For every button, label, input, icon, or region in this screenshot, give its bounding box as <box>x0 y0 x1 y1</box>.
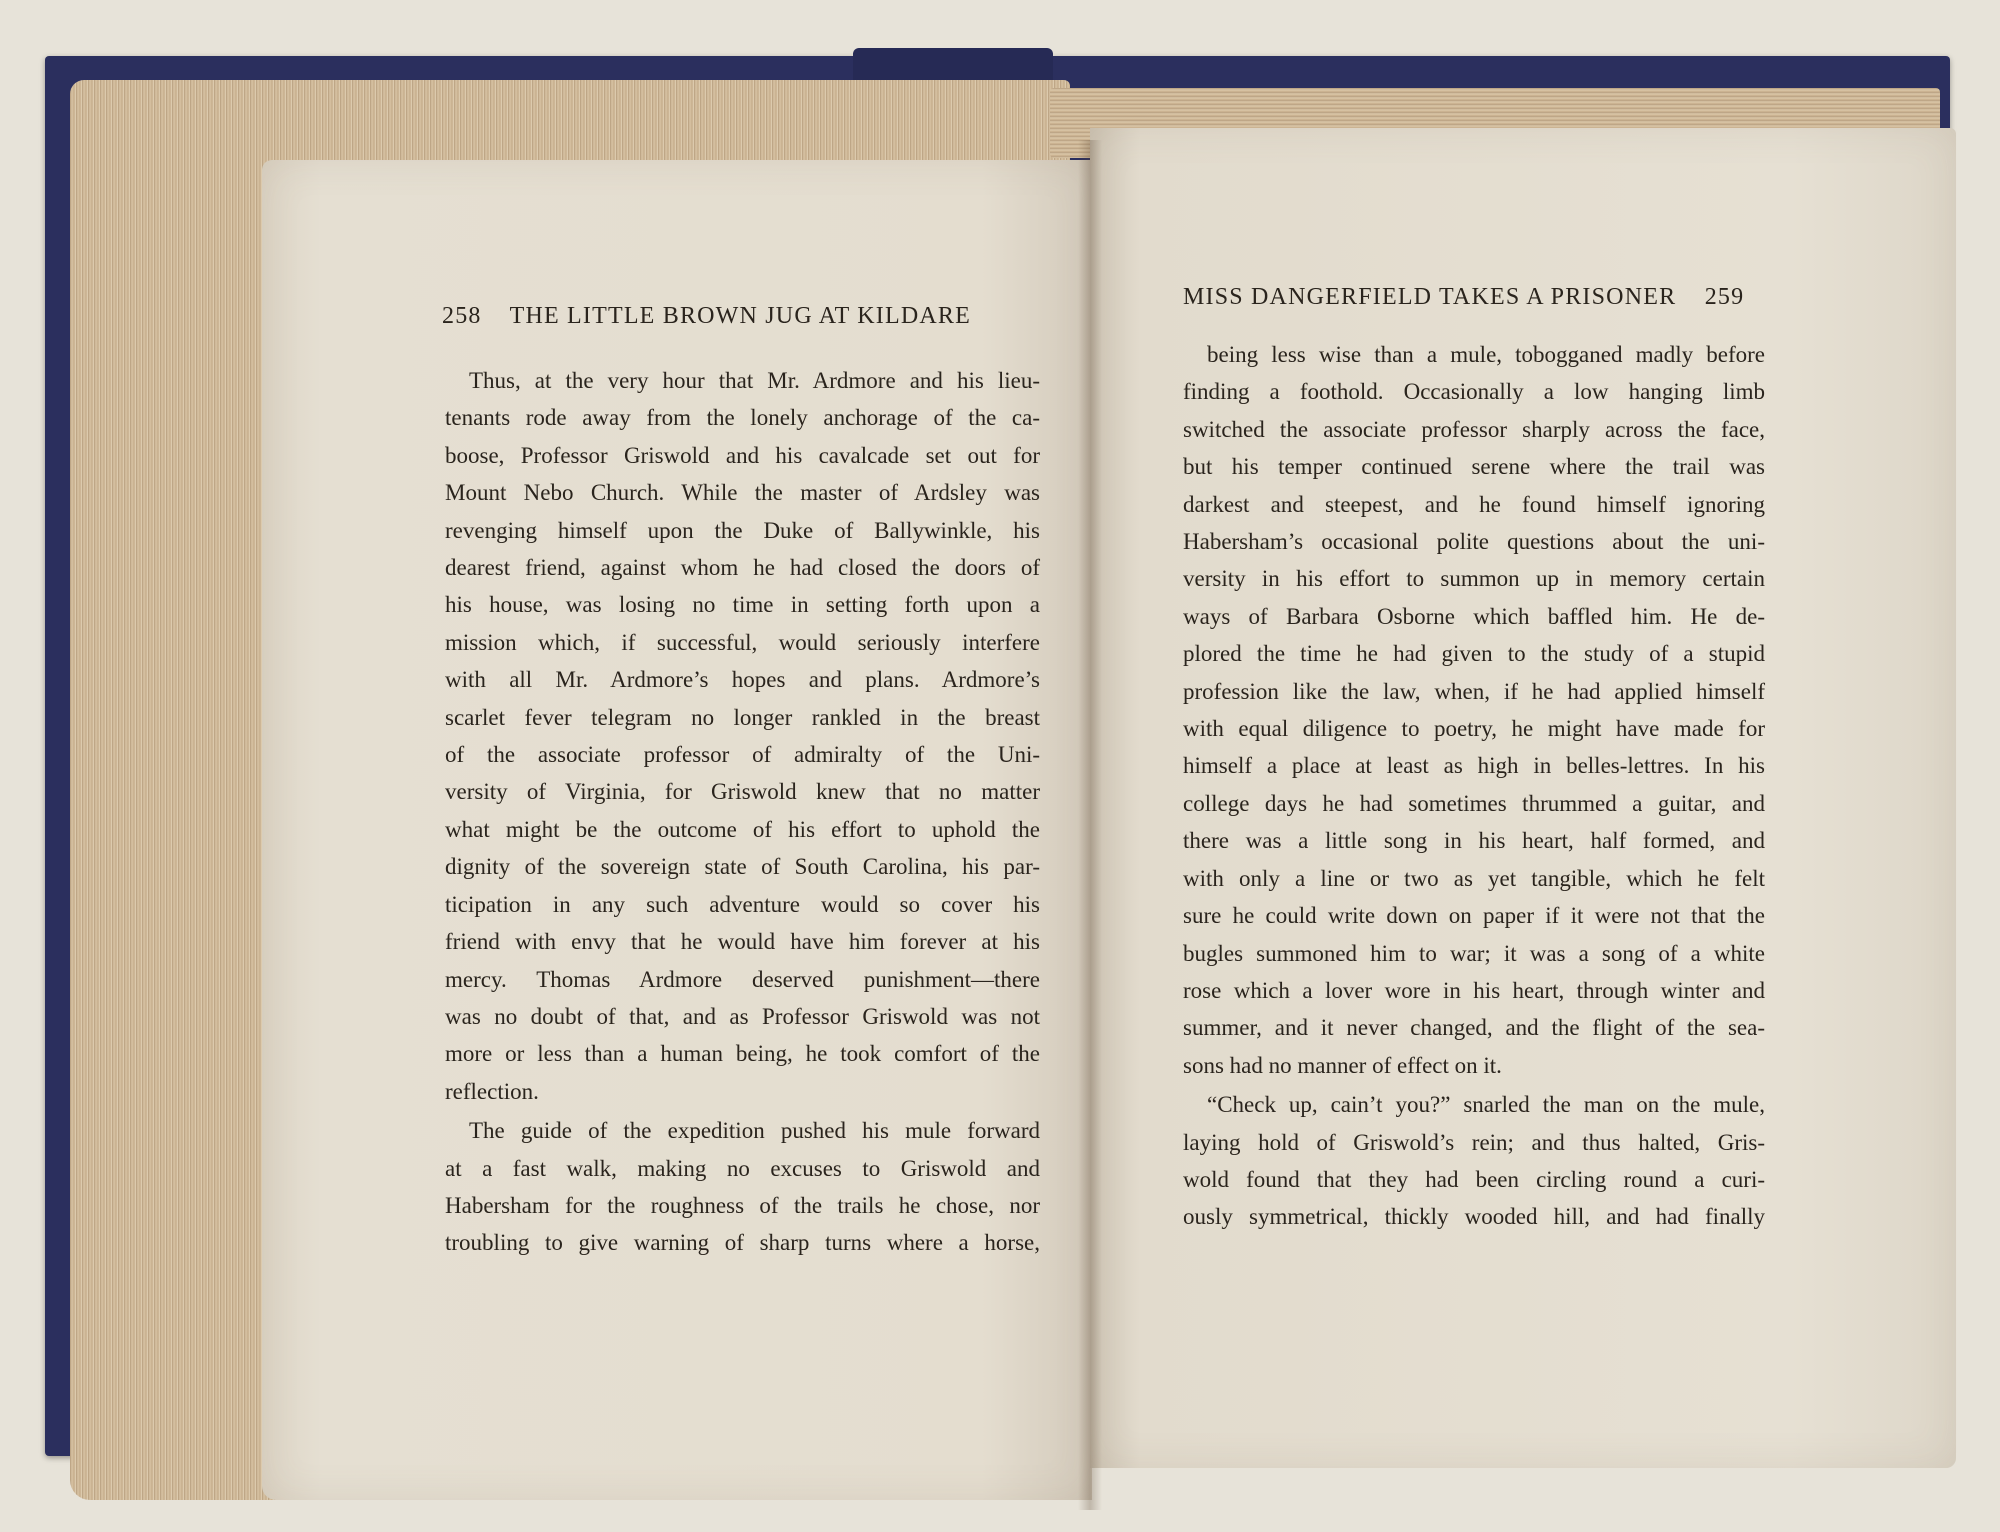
text-line: with equal diligence to poetry, he might have made for <box>1183 716 1765 742</box>
text-line: sons had no manner of effect on it. <box>1183 1052 1502 1078</box>
paragraph <box>1183 336 1765 1084</box>
right-running-title: MISS DANGERFIELD TAKES A PRISONER <box>1183 284 1677 310</box>
text-line: troubling to give warning of sharp turns where a horse, <box>445 1230 1040 1256</box>
left-running-head <box>442 303 971 330</box>
text-line: sure he could write down on paper if it were not that the <box>1183 903 1765 929</box>
text-line: Habersham’s occasional polite questions about the uni- <box>1183 529 1765 555</box>
text-line: summer, and it never changed, and the flight of the sea- <box>1183 1015 1765 1041</box>
text-line: switched the associate professor sharply across the face, <box>1183 416 1765 442</box>
text-line: bugles summoned him to war; it was a song of a white <box>1183 940 1765 966</box>
paragraph <box>445 362 1040 1110</box>
paragraph <box>1183 1086 1765 1236</box>
text-line: ticipation in any such adventure would so cover his <box>445 891 1040 917</box>
text-line: wold found that they had been circling round a curi- <box>1183 1166 1765 1192</box>
text-line: Mount Nebo Church. While the master of Ardsley was <box>445 480 1040 506</box>
text-line: reflection. <box>445 1078 539 1104</box>
right-page-number: 259 <box>1704 284 1745 310</box>
text-line: ways of Barbara Osborne which baffled him. He de- <box>1183 603 1765 629</box>
text-line: mercy. Thomas Ardmore deserved punishment—there <box>445 966 1040 992</box>
text-line: with only a line or two as yet tangible, which he felt <box>1183 865 1765 891</box>
left-page-number: 258 <box>442 303 482 329</box>
text-line: Habersham for the roughness of the trails he chose, nor <box>445 1192 1040 1218</box>
text-line: tenants rode away from the lonely anchorage of the ca- <box>445 405 1040 431</box>
right-page-body <box>1183 336 1765 1236</box>
text-line: friend with envy that he would have him forever at his <box>445 929 1040 955</box>
text-line: rose which a lover wore in his heart, through winter and <box>1183 977 1765 1003</box>
text-line: was no doubt of that, and as Professor Griswold was not <box>445 1003 1040 1029</box>
text-line: dearest friend, against whom he had closed the doors of <box>445 555 1040 581</box>
text-line: The guide of the expedition pushed his mule forward <box>469 1118 1040 1144</box>
text-line: profession like the law, when, if he had applied himself <box>1183 678 1765 704</box>
text-line: boose, Professor Griswold and his cavalcade set out for <box>445 442 1040 468</box>
text-line: of the associate professor of admiralty of the Uni- <box>445 742 1040 768</box>
text-line: versity of Virginia, for Griswold knew that no matter <box>445 779 1040 805</box>
text-line: plored the time he had given to the study of a stupid <box>1183 641 1765 667</box>
text-line: Thus, at the very hour that Mr. Ardmore and his lieu- <box>469 368 1040 393</box>
text-line: his house, was losing no time in setting forth upon a <box>445 592 1040 618</box>
text-line: dignity of the sovereign state of South Carolina, his par- <box>445 854 1040 880</box>
left-page-body <box>445 362 1040 1262</box>
text-line: at a fast walk, making no excuses to Griswold and <box>445 1155 1040 1181</box>
text-line: scarlet fever telegram no longer rankled in the breast <box>445 704 1040 730</box>
paragraph <box>445 1112 1040 1262</box>
text-line: but his temper continued serene where the trail was <box>1183 454 1765 480</box>
text-line: himself a place at least as high in belles-lettres. In his <box>1183 753 1765 779</box>
text-line: versity in his effort to summon up in memory certain <box>1183 566 1765 592</box>
text-line: darkest and steepest, and he found himself ignoring <box>1183 491 1765 517</box>
right-running-head <box>1183 284 1744 311</box>
text-line: ously symmetrical, thickly wooded hill, and had finally <box>1183 1204 1765 1230</box>
book-gutter <box>1078 140 1102 1510</box>
text-line: “Check up, cain’t you?” snarled the man on the mule, <box>1207 1092 1765 1118</box>
left-running-title: THE LITTLE BROWN JUG AT KILDARE <box>509 303 971 329</box>
text-line: what might be the outcome of his effort to uphold the <box>445 816 1040 842</box>
text-line: more or less than a human being, he took comfort of the <box>445 1041 1040 1067</box>
text-line: finding a foothold. Occasionally a low hanging limb <box>1183 379 1765 405</box>
text-line: mission which, if successful, would seriously interfere <box>445 629 1040 655</box>
text-line: with all Mr. Ardmore’s hopes and plans. Ardmore’s <box>445 667 1040 693</box>
text-line: being less wise than a mule, tobogganed madly before <box>1207 342 1765 367</box>
text-line: college days he had sometimes thrummed a guitar, and <box>1183 790 1765 816</box>
text-line: revenging himself upon the Duke of Ballywinkle, his <box>445 517 1040 543</box>
text-line: there was a little song in his heart, half formed, and <box>1183 828 1765 854</box>
text-line: laying hold of Griswold’s rein; and thus halted, Gris- <box>1183 1129 1765 1155</box>
